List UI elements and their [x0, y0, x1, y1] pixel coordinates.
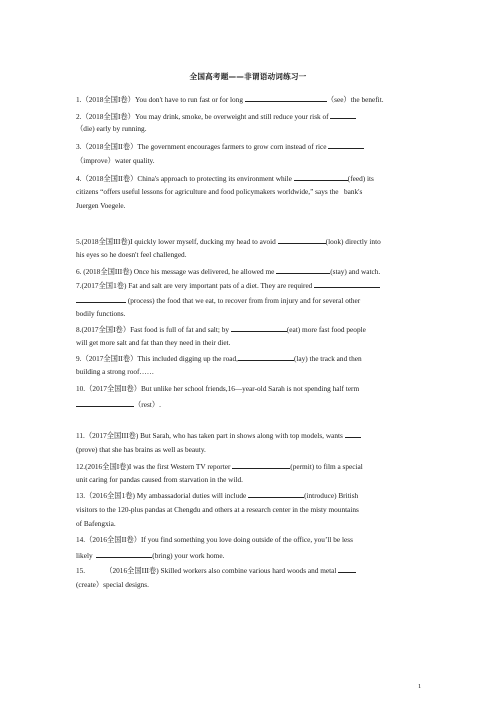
answer-blank — [278, 236, 326, 244]
answer-blank — [245, 94, 327, 102]
question-9-cont: building a strong roof…… — [76, 367, 155, 376]
question-12: 12.(2016全国I卷)I was the first Western TV reporter (permit) to film a special — [76, 462, 363, 471]
question-1: 1.（2018全国I卷）You don't have to run fast or for long （see）the benefit. — [76, 95, 384, 104]
question-5-cont: his eyes so he doesn't feel challenged. — [76, 250, 187, 259]
page-number: 1 — [418, 683, 422, 690]
answer-blank — [328, 141, 364, 149]
question-6: 6. (2018全国III卷) Once his message was delivered, he allowed me (stay) and watch. — [76, 267, 381, 276]
question-2: 2.（2018全国I卷）You may drink, smoke, be overweight and still reduce your risk of — [76, 111, 436, 121]
question-7: 7.(2017全国1卷) Fat and salt are very important pats of a diet. They are required — [76, 280, 436, 290]
question-4-cont2: Juergen Voegele. — [76, 201, 126, 210]
answer-blank — [76, 399, 134, 407]
question-13-cont: visitors to the 120-plus pandas at Chengdu and others at a research center in the misty mountains — [76, 505, 359, 514]
answer-blank — [248, 490, 304, 498]
question-4: 4.（2018全国II卷）China's approach to protecting its environment while (feed) its — [76, 174, 374, 183]
question-9: 9.（2017全国II卷）This included digging up the road, (lay) the track and then — [76, 354, 362, 363]
answer-blank — [238, 353, 294, 361]
question-3-cont: （improve）water quality. — [76, 156, 155, 165]
answer-blank — [345, 430, 361, 438]
question-8: 8.(2017全国I卷）Fast food is full of fat and salt; by (eat) more fast food people — [76, 325, 366, 334]
question-13-cont2: of Bafengxia. — [76, 519, 116, 528]
question-5: 5.(2018全国III卷)I quickly lower myself, ducking my head to avoid (look) directly into — [76, 237, 381, 246]
answer-blank — [314, 280, 380, 288]
question-4-cont: citizens “offers useful lessons for agriculture and food policymakers worldwide,” says the bank's — [76, 187, 363, 196]
question-10-cont: （rest）. — [76, 399, 436, 409]
question-3: 3.（2018全国II卷）The government encourages farmers to grow corn instead of rice — [76, 141, 436, 151]
question-11: 11.（2017全国III卷) But Sarah, who has taken part in shows along with top models, wants — [76, 430, 436, 440]
question-11-cont: (prove) that she has brains as well as beauty. — [76, 445, 206, 454]
question-7-cont: (process) the food that we eat, to recover from from injury and for several other — [76, 295, 436, 305]
question-15-cont: (create）special designs. — [76, 580, 149, 589]
question-12-cont: unit caring for pandas caused from starvation in the wild. — [76, 475, 243, 484]
question-7-cont2: bodily functions. — [76, 309, 126, 318]
answer-blank — [96, 550, 152, 558]
question-14: 14.（2016全国II卷）If you find something you love doing outside of the office, you’ll be less — [76, 535, 353, 544]
question-13: 13.（2016全国1卷) My ambassadorial duties will include (introduce) British — [76, 491, 359, 500]
question-2-cont: （die) early by running. — [76, 124, 147, 133]
question-14-cont: likely (bring) your work home. — [76, 551, 225, 560]
answer-blank — [338, 565, 356, 573]
answer-blank — [231, 324, 287, 332]
page-title: 全国高考题——非谓语动词练习一 — [189, 72, 307, 81]
question-8-cont: will get more salt and fat than they need in their diet. — [76, 338, 231, 347]
question-10: 10.（2017全国II卷）But unlike her school friends,16—year-old Sarah is not spending half term — [76, 384, 360, 393]
answer-blank — [76, 295, 126, 303]
answer-blank — [330, 111, 356, 119]
answer-blank — [294, 173, 348, 181]
answer-blank — [276, 266, 330, 274]
answer-blank — [232, 461, 290, 469]
question-15: 15. （2016全国III卷) Skilled workers also combine various hard woods and metal — [76, 565, 436, 575]
